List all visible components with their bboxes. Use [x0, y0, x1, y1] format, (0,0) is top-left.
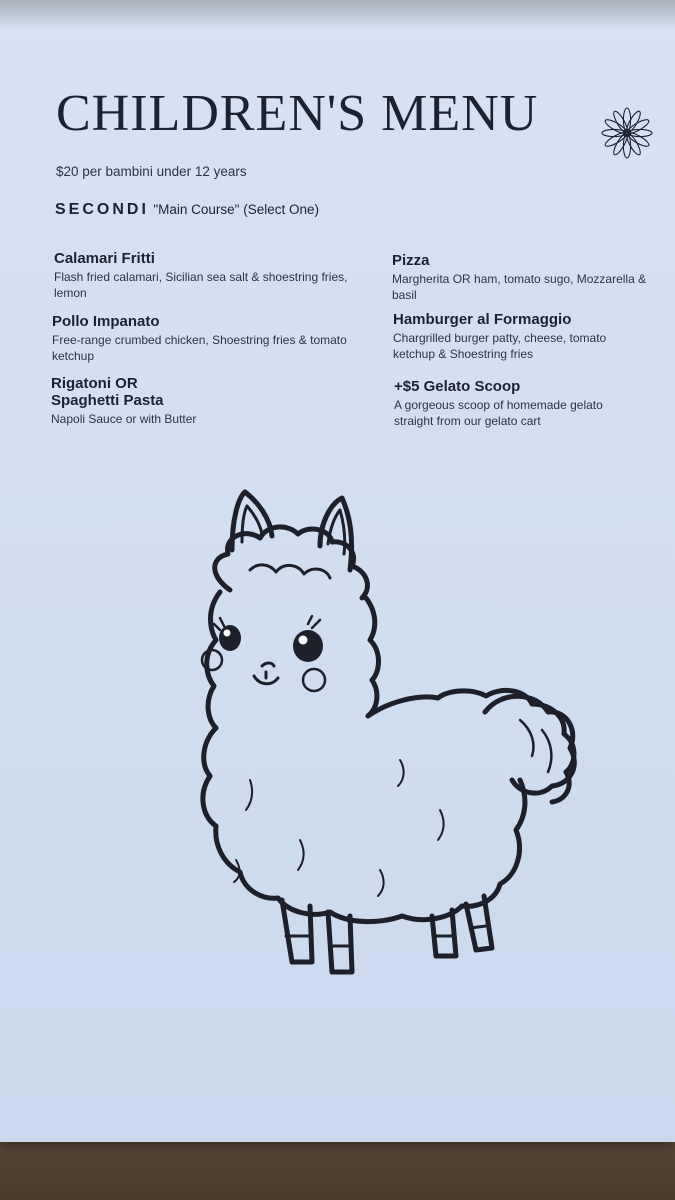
- menu-item-pollo: [52, 313, 352, 364]
- menu-item-pasta: [51, 375, 196, 427]
- price-note: $20 per bambini under 12 years: [56, 164, 247, 179]
- menu-item-hamburger: [393, 311, 633, 362]
- menu-item-gelato: [394, 378, 634, 429]
- item-name: Pollo Impanato: [52, 313, 160, 330]
- item-name: Pizza: [392, 252, 430, 269]
- item-description: Margherita OR ham, tomato sugo, Mozzarella & basil: [392, 272, 647, 302]
- section-heading-row: [55, 201, 319, 219]
- page-top-shadow: [0, 0, 675, 30]
- item-name: Calamari Fritti: [54, 250, 155, 267]
- flower-ornament-icon: [596, 104, 658, 162]
- item-description: A gorgeous scoop of homemade gelato straight from our gelato cart: [394, 398, 603, 428]
- menu-item-pizza: [392, 252, 652, 303]
- section-subtitle: "Main Course" (Select One): [153, 202, 320, 217]
- llama-illustration: [180, 480, 600, 1000]
- section-heading: SECONDI: [55, 201, 149, 218]
- item-description: Napoli Sauce or with Butter: [51, 412, 197, 426]
- item-description: Free-range crumbed chicken, Shoestring fries & tomato ketchup: [52, 333, 347, 363]
- menu-item-calamari: [54, 250, 354, 301]
- item-description: Chargrilled burger patty, cheese, tomato ketchup & Shoestring fries: [393, 331, 607, 361]
- item-name: +$5 Gelato Scoop: [394, 378, 521, 395]
- item-name: Rigatoni OR Spaghetti Pasta: [51, 375, 164, 409]
- menu-title: CHILDREN'S MENU: [56, 85, 539, 142]
- item-description: Flash fried calamari, Sicilian sea salt & shoestring fries, lemon: [54, 270, 348, 300]
- item-name: Hamburger al Formaggio: [393, 311, 572, 328]
